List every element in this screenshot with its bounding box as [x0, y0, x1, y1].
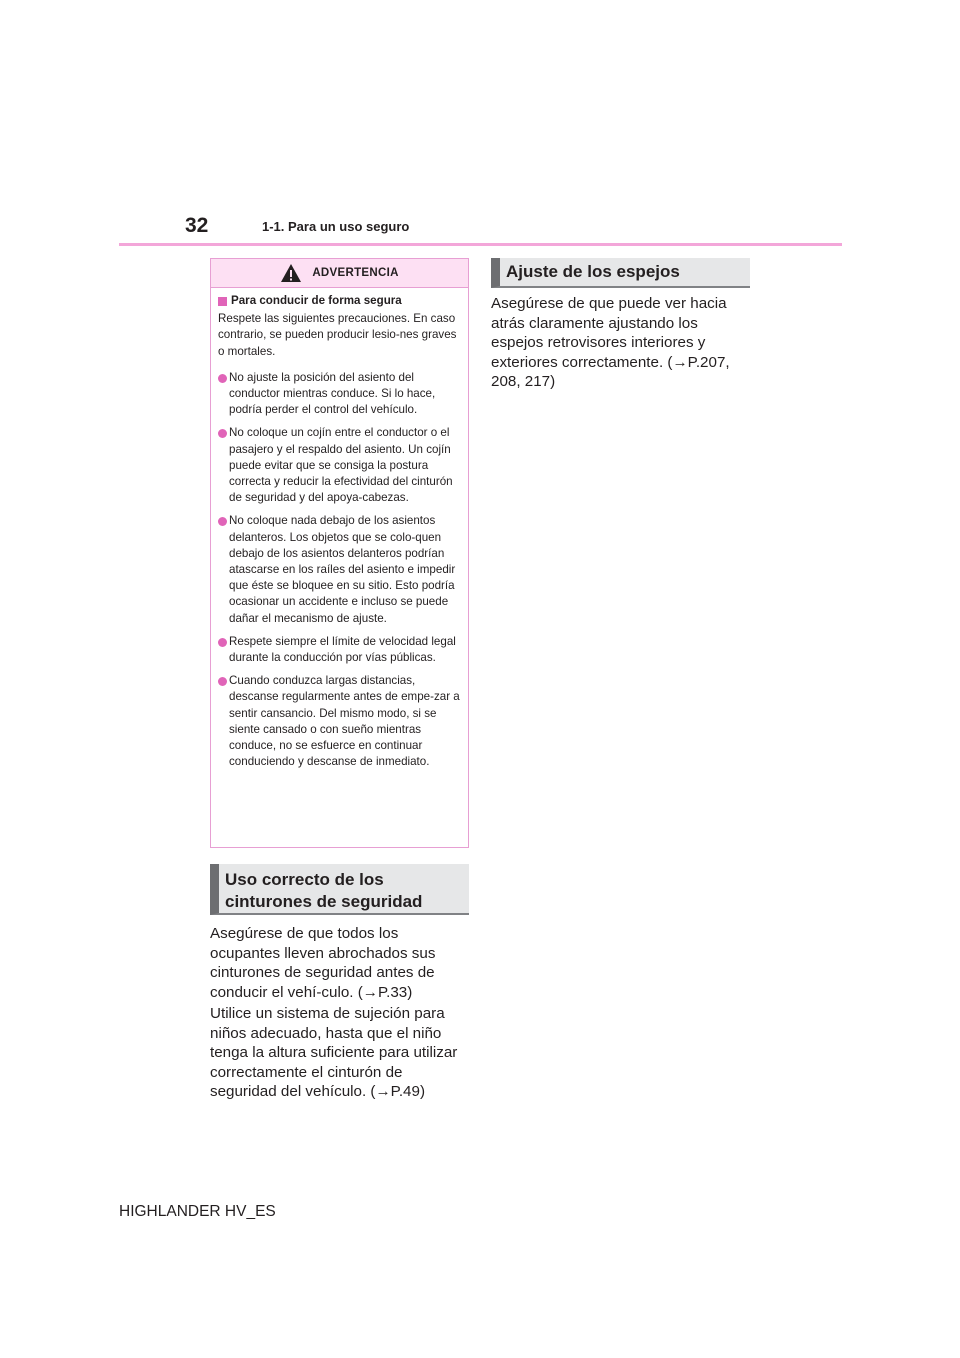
warning-subhead: [218, 293, 460, 309]
seatbelt-section-title: Uso correcto de los cinturones de seguridad: [210, 864, 469, 915]
section-header: 1-1. Para un uso seguro: [262, 219, 410, 234]
warning-item-text: Cuando conduzca largas distancias, descanse regularmente antes de empe-zar a sentir cansancio. Del mismo modo, si se siente cansado o con sueño mientras conduce, no se esfuerce en continuar conduciendo y descanse de inmediato.: [229, 674, 460, 769]
header-divider: [119, 243, 842, 246]
warning-item: [218, 370, 460, 419]
warning-item-text: No coloque un cojín entre el conductor o el pasajero y el respaldo del asiento. Un cojín puede evitar que se consiga la postura correcta y reducir la efectividad del cinturón de seguridad y del apoya-cabezas.: [229, 426, 453, 505]
warning-item-text: No ajuste la posición del asiento del conductor mientras conduce. Si lo hace, podría perder el control del vehículo.: [229, 370, 436, 417]
warning-box: [210, 258, 469, 848]
warning-item: [218, 673, 460, 770]
square-bullet-icon: [218, 297, 227, 306]
bullet-dot-icon: [218, 638, 227, 647]
warning-header: [211, 259, 468, 288]
bullet-dot-icon: [218, 517, 227, 526]
warning-item: [218, 513, 460, 626]
bullet-dot-icon: [218, 677, 227, 686]
warning-item-text: Respete siempre el límite de velocidad legal durante la conducción por vías públicas.: [229, 634, 456, 665]
warning-triangle-icon: [280, 263, 302, 283]
warning-item: [218, 425, 460, 506]
warning-body: [211, 288, 468, 770]
warning-intro: Respete las siguientes precauciones. En caso contrario, se pueden producir lesio-nes graves o mortales.: [218, 312, 457, 358]
bullet-dot-icon: [218, 429, 227, 438]
warning-item-text: No coloque nada debajo de los asientos delanteros. Los objetos que se colo-quen debajo de los asientos delanteros podrían atascarse en los raíles del asiento e impedir que éste se bloquee en su sitio. Esto podría ocasionar un accidente e incluso se puede dañar el mecanismo de ajuste.: [229, 514, 456, 625]
seatbelt-paragraph-1: Asegúrese de que todos los ocupantes lleven abrochados sus cinturones de seguridad antes de conducir el vehí-culo. (→P.33): [210, 925, 436, 1001]
mirrors-paragraph: Asegúrese de que puede ver hacia atrás claramente ajustando los espejos retrovisores interiores y exteriores correctamente. (→P.207, 208, 217): [491, 295, 730, 391]
mirrors-section-title: Ajuste de los espejos: [491, 258, 750, 288]
seatbelt-paragraph-2: Utilice un sistema de sujeción para niños adecuado, hasta que el niño tenga la altura suficiente para utilizar correctamente el cinturón de seguridad del vehículo. (→P.49): [210, 1005, 458, 1101]
warning-title: ADVERTENCIA: [312, 267, 399, 279]
warning-subhead-text: Para conducir de forma segura: [231, 294, 402, 307]
warning-item: [218, 634, 460, 666]
page-number: 32: [185, 214, 209, 237]
footer-model-name: HIGHLANDER HV_ES: [119, 1203, 276, 1220]
bullet-dot-icon: [218, 374, 227, 383]
